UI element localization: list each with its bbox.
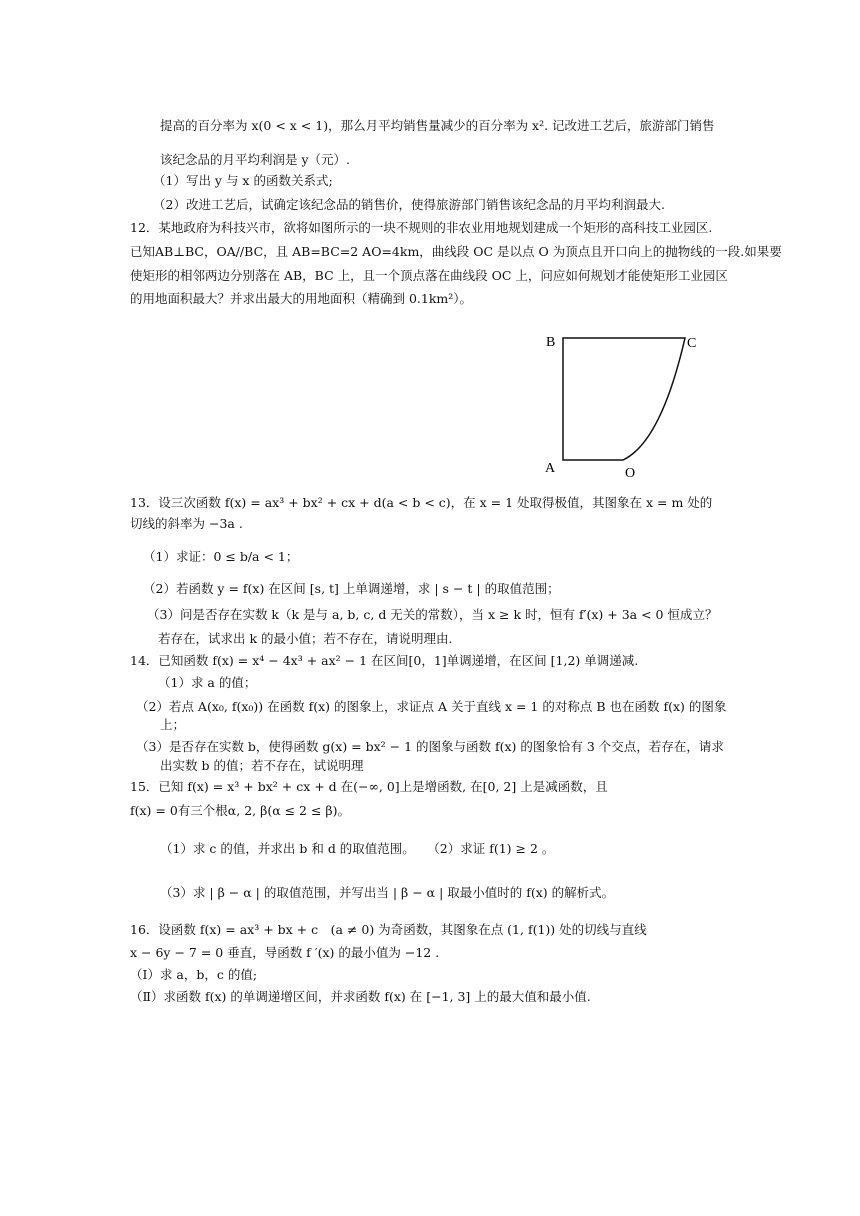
p12-line4: 的用地面积最大？并求出最大的用地面积（精确到 0.1km²）。 [130, 291, 473, 306]
p13-line5: （3）问是否存在实数 k（k 是与 a, b, c, d 无关的常数），当 x ≥ k 时，恒有 f′(x) + 3a < 0 恒成立？ [147, 607, 718, 622]
land-boundary [563, 338, 685, 460]
p12-line1: 12．某地政府为科技兴市，欲将如图所示的一块不规则的非农业用地规划建成一个矩形的高科技工业园区. [130, 220, 713, 235]
p14-line6: 出实数 b 的值；若不存在，试说明理 [160, 758, 364, 773]
p15-line3: （1）求 c 的值，并求出 b 和 d 的取值范围。 （2）求证 f(1) ≥ 2 。 [160, 841, 555, 856]
p13-line3: （1）求证：0 ≤ b/a < 1； [143, 549, 299, 564]
p15-line2: f(x) = 0有三个根α, 2, β(α ≤ 2 ≤ β)。 [130, 803, 351, 818]
p14-line4: 上； [160, 717, 186, 732]
land-diagram [535, 330, 710, 480]
p16-line1: 16．设函数 f(x) = ax³ + bx + c (a ≠ 0) 为奇函数，其图象在点 (1, f(1)) 处的切线与直线 [130, 922, 647, 937]
label-o: O [625, 466, 636, 480]
land-diagram-svg [535, 330, 710, 480]
p13-line6: 若存在，试求出 k 的最小值；若不存在，请说明理由. [158, 631, 453, 646]
p11-line3: （1）写出 y 与 x 的函数关系式; [153, 173, 333, 188]
p14-line3: （2）若点 A(x₀, f(x₀)) 在函数 f(x) 的图象上，求证点 A 关于直线 x = 1 的对称点 B 也在函数 f(x) 的图象 [136, 699, 727, 714]
label-b: B [546, 335, 556, 350]
p14-line2: （1）求 a 的值； [158, 675, 257, 690]
p14-line5: （3）是否存在实数 b，使得函数 g(x) = bx² − 1 的图象与函数 f(x) 的图象恰有 3 个交点，若存在，请求 [136, 739, 724, 754]
label-a: A [545, 461, 556, 476]
p12-line2: 已知AB⊥BC，OA//BC，且 AB=BC=2 AO=4km，曲线段 OC 是以点 O 为顶点且开口向上的抛物线的一段.如果要 [130, 244, 782, 259]
p16-line4: （Ⅱ）求函数 f(x) 的单调递增区间，并求函数 f(x) 在 [−1, 3] 上的最大值和最小值. [130, 989, 591, 1004]
p15-line4: （3）求 | β − α | 的取值范围，并写出当 | β − α | 取最小值时的 f(x) 的解析式。 [160, 885, 615, 900]
p14-line1: 14．已知函数 f(x) = x⁴ − 4x³ + ax² − 1 在区间[0，1]单调递增，在区间 [1,2) 单调递减. [130, 653, 639, 668]
label-c: C [687, 336, 697, 351]
p13-line4: （2）若函数 y = f(x) 在区间 [s, t] 上单调递增，求 | s − t | 的取值范围； [143, 581, 560, 596]
p11-line2: 该纪念品的月平均利润是 y（元）. [160, 152, 351, 167]
p12-line3: 使矩形的相邻两边分别落在 AB，BC 上，且一个顶点落在曲线段 OC 上，问应如何规划才能使矩形工业园区 [130, 268, 728, 283]
p13-line2: 切线的斜率为 −3a . [130, 516, 243, 531]
p16-line2: x − 6y − 7 = 0 垂直，导函数 f ′(x) 的最小值为 −12 . [130, 945, 440, 960]
p15-line1: 15．已知 f(x) = x³ + bx² + cx + d 在(−∞, 0]上是增函数, 在[0, 2] 上是减函数，且 [130, 779, 608, 794]
p11-line4: （2）改进工艺后，试确定该纪念品的销售价，使得旅游部门销售该纪念品的月平均利润最大. [153, 197, 665, 212]
p11-line1: 提高的百分率为 x(0 < x < 1)，那么月平均销售量减少的百分率为 x². 记改进工艺后，旅游部门销售 [160, 118, 715, 133]
p16-line3: （Ⅰ）求 a，b，c 的值; [130, 967, 258, 982]
p13-line1: 13．设三次函数 f(x) = ax³ + bx² + cx + d(a < b < c)，在 x = 1 处取得极值，其图象在 x = m 处的 [130, 495, 713, 510]
